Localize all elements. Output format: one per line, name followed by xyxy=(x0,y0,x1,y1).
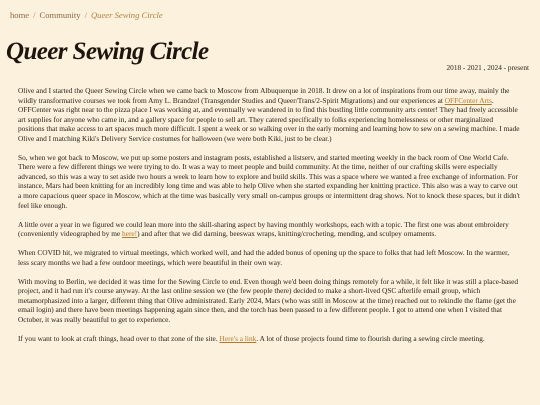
article-body xyxy=(18,86,520,353)
paragraph-text: If you want to look at craft things, head over to that zone of the site. xyxy=(18,333,220,343)
embroidery-video-link[interactable]: here! xyxy=(122,229,138,239)
breadcrumb-home-link[interactable]: home xyxy=(10,10,30,20)
breadcrumb xyxy=(10,10,163,20)
paragraph xyxy=(18,334,520,344)
paragraph: When COVID hit, we migrated to virtual meetings, which worked well, and had the added bonus of opening up the space to folks that had left Moscow. In the warmer, less scary months we had a few outdoor meetings, which were beautiful in their own way. xyxy=(18,248,510,267)
paragraph-text: A little over a year in we figured we could lean more into the skill-sharing aspect by having monthly workshops, each with a topic. The first one was about embroidery (conveniently videographed by me xyxy=(18,219,509,239)
paragraph-text: Olive and I started the Queer Sewing Circle when we came back to Moscow from Albuquerque in 2018. It drew on a lot of inspirations from our time away, mainly the wildly transformative courses we took from Amy L. Brandzel (Transgender Studies and Queer/Trans/2-Spirit Migrations) and our experiences at xyxy=(18,86,510,105)
paragraph xyxy=(18,220,520,239)
date-range: 2018 - 2021 , 2024 - present xyxy=(446,63,529,72)
breadcrumb-current: Queer Sewing Circle xyxy=(90,10,163,20)
crafts-link[interactable]: Here's a link xyxy=(219,333,257,343)
paragraph-text: ) and after that we did darning, beeswax wraps, knitting/crocheting, mending, and sculpey ornaments. xyxy=(137,229,437,239)
paragraph: So, when we got back to Moscow, we put up some posters and instagram posts, established a listserv, and started meeting weekly in the back room of One World Cafe. There were a few different things we were trying to do. It was a way to meet people and build community. At the time, neither of our crafting skills were especially advanced, so this was a way to set aside two hours a week to learn how to explore and build skills. This was a space where we wanted a free exchange of information. For instance, Mars had been knitting for an incredibly long time and was able to help Olive when she started expanding her knitting practice. This also was a way to carve out a more capacious queer space in Moscow, which at the time was basically very small on-campus groups or intermittent drag shows. Not to knock these spaces, but it didn't feel like enough. xyxy=(18,152,520,210)
breadcrumb-community-link[interactable]: Community xyxy=(39,10,81,20)
paragraph-text: . A lot of those projects found time to flourish during a sewing circle meeting. xyxy=(256,333,485,343)
paragraph xyxy=(18,86,520,143)
paragraph: With moving to Berlin, we decided it was time for the Sewing Circle to end. Even though we'd been doing things remotely for a while, it felt like it was still a place-based project, and it had run it's course anyway. At the last online session we (the few people there) decided to make a short-lived QSC afterlife email group, which metamorphasized into a larger, different thing that Olive administrated. Early 2024, Mars (who was still in Moscow at the time) reached out to rekindle the flame (get the email login) and there have been meetings happening again since then, and the torch has been passed to a few different people. I got to attend one when I visited that October, it was really beautiful to get to experience. xyxy=(18,276,519,324)
page-title: Queer Sewing Circle xyxy=(6,38,209,65)
paragraph-text: . OFFCenter was right near to the pizza place I was working at, and eventually we wandered in to find this bustling little community arts center! They had freely accessible art supplies for anyone who came in, and a gallery space for people to sell art. They catered specifically to folks experiencing homelessness or other marginalized positions that make access to art spaces much more difficult. I spent a week or so walking over in the early morning and learning how to sew on a sewing machine. I made Olive and I matching Kiki's Delivery Service costumes for halloween (we were both Kiki, just to be clear.) xyxy=(18,95,520,143)
offcenter-arts-link[interactable]: OFFCenter Arts xyxy=(444,95,492,105)
breadcrumb-separator: / xyxy=(84,10,87,20)
breadcrumb-separator: / xyxy=(33,10,36,20)
